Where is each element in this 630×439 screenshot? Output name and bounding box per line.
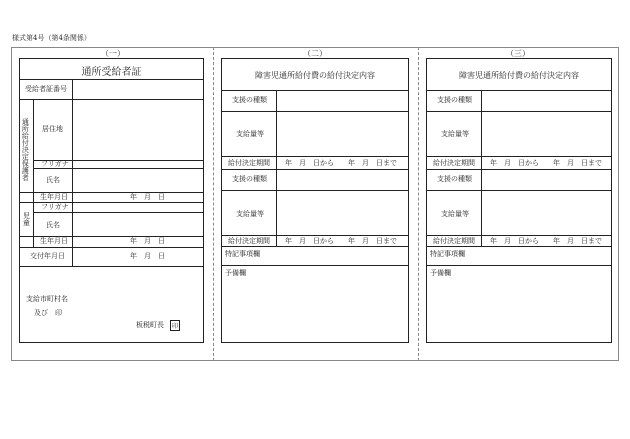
rule [221, 246, 409, 247]
rule [19, 79, 204, 80]
guardian-name-label: 氏名 [46, 176, 60, 184]
rule [33, 168, 204, 169]
period-value-3: 年 月 日から 年 月 日まで [490, 159, 602, 167]
panel-label-1: （一） [101, 49, 125, 58]
rule [426, 169, 612, 170]
rule [426, 265, 612, 266]
rule [426, 190, 612, 191]
municipality-label: 支給市町村名 [26, 295, 68, 303]
issue-date-label: 交付年月日 [30, 252, 65, 260]
rule [72, 247, 73, 266]
rule [19, 266, 204, 267]
certificate-title: 通所受給者証 [81, 67, 142, 78]
rule [221, 169, 409, 170]
rule [33, 212, 204, 213]
guardian-birthdate-value: 年 月 日 [130, 193, 165, 201]
remarks-label-3: 特記事項欄 [430, 250, 465, 258]
rule [426, 235, 612, 236]
cert-number-label: 受給者証番号 [25, 85, 67, 93]
seal-mark: 印 [170, 320, 180, 331]
rule [481, 90, 482, 246]
rule [221, 111, 409, 112]
rule [276, 90, 277, 246]
rule [72, 99, 73, 202]
period-value-b-2: 年 月 日から 年 月 日まで [285, 237, 397, 245]
support-type-label-3: 支援の種類 [437, 96, 472, 104]
address-label: 居住地 [42, 125, 63, 133]
child-furigana-label: フリガナ [41, 203, 69, 211]
rule [19, 247, 204, 248]
rule [221, 235, 409, 236]
rule [72, 202, 73, 247]
remarks-label-2: 特記事項欄 [225, 250, 260, 258]
period-label-2: 給付決定期間 [228, 159, 270, 167]
support-type-label-2: 支援の種類 [232, 96, 267, 104]
period-value-b-3: 年 月 日から 年 月 日まで [490, 237, 602, 245]
amount-label-3: 支給量等 [441, 130, 469, 138]
rule [426, 90, 612, 91]
benefit-title-3: 障害児通所給付費の給付決定内容 [459, 71, 579, 80]
rule [72, 79, 73, 99]
rule [19, 99, 204, 100]
panel-label-3: （三） [506, 49, 530, 58]
rule [221, 265, 409, 266]
rule [221, 156, 409, 157]
rule [426, 111, 612, 112]
panel-divider [213, 47, 214, 361]
period-label-3: 給付決定期間 [433, 159, 475, 167]
benefit-title-2: 障害児通所給付費の給付決定内容 [255, 71, 375, 80]
rule [33, 202, 34, 247]
amount-label-2: 支給量等 [236, 130, 264, 138]
guardian-furigana-label: フリガナ [41, 160, 69, 168]
child-birthdate-value: 年 月 日 [130, 237, 165, 245]
issue-date-value: 年 月 日 [130, 252, 165, 260]
period-label-b-2: 給付決定期間 [228, 237, 270, 245]
rule [33, 99, 34, 202]
amount-label-b-3: 支給量等 [441, 210, 469, 218]
reserve-label-3: 予備欄 [430, 269, 451, 277]
and-seal-label: 及び 印 [34, 309, 62, 317]
guardian-birthdate-label: 生年月日 [40, 193, 68, 201]
support-type-label-b-2: 支援の種類 [232, 175, 267, 183]
form-caption: 様式第4号（第4条関係） [12, 34, 91, 42]
rule [426, 246, 612, 247]
child-name-label: 氏名 [46, 221, 60, 229]
reserve-label-2: 予備欄 [225, 269, 246, 277]
rule [221, 190, 409, 191]
rule [426, 156, 612, 157]
panel-divider [418, 47, 419, 361]
child-birthdate-label: 生年月日 [40, 237, 68, 245]
child-label: 児童 [22, 212, 31, 226]
period-value-2: 年 月 日から 年 月 日まで [285, 159, 397, 167]
guardian-label: 通所給付決定保護者 [21, 118, 30, 181]
support-type-label-b-3: 支援の種類 [437, 175, 472, 183]
rule [221, 90, 409, 91]
amount-label-b-2: 支給量等 [236, 210, 264, 218]
mayor-name: 板税町長 [136, 321, 164, 329]
panel-label-2: （二） [303, 49, 327, 58]
period-label-b-3: 給付決定期間 [433, 237, 475, 245]
